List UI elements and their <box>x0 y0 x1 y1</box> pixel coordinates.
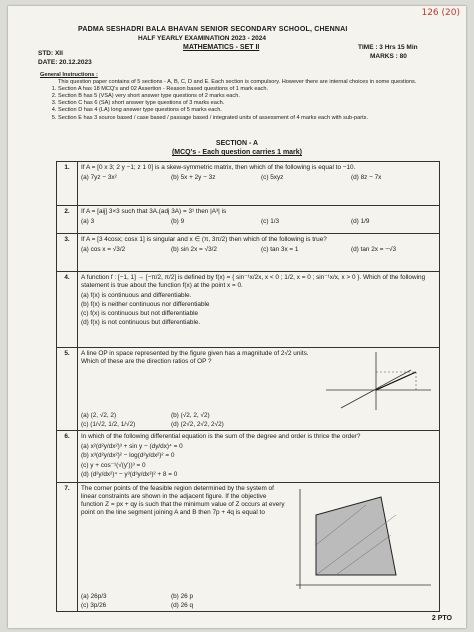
date-label: DATE: 20.12.2023 <box>38 59 92 66</box>
option: (d) f(x) is not continuous but differentiable. <box>81 319 201 326</box>
marks-label: MARKS : 80 <box>370 53 407 60</box>
question-number: 4. <box>57 272 78 348</box>
std-label: STD: XII <box>38 50 63 57</box>
section-title: SECTION - A <box>215 140 259 147</box>
option: (a) 7yz − 3x² <box>81 174 117 181</box>
option: (d) tan 2x = −√3 <box>351 246 397 253</box>
option: (a) (2, √2, 2) <box>81 412 117 419</box>
questions-table <box>56 161 440 612</box>
exam-paper <box>8 6 466 628</box>
option: (c) 3p/26 <box>81 602 107 609</box>
option: (a) x²(d²y/dx²)³ + sin y − (dy/dx)⁴ = 0 <box>81 443 183 450</box>
question-row <box>57 234 440 272</box>
option: (a) 26p/3 <box>81 593 107 600</box>
instruction-item: 1. Section A has 18 MCQ's and 02 Assertion - Reason based questions of 1 mark each. <box>58 86 440 93</box>
option: (a) f(x) is continuous and differentiable. <box>81 292 192 299</box>
option: (d) 1/9 <box>351 218 370 225</box>
option: (d) 26 q <box>171 602 194 609</box>
option: (a) 3 <box>81 218 95 225</box>
question-row <box>57 431 440 483</box>
option: (b) 9 <box>171 218 185 225</box>
option: (a) cos x = √3/2 <box>81 246 126 253</box>
option: (c) (1/√2, 1/2, 1/√2) <box>81 421 136 428</box>
instructions-list <box>40 86 440 121</box>
question-number: 6. <box>57 431 78 483</box>
option: (b) (√2, 2, √2) <box>171 412 210 419</box>
option: (d) (d²y/dx²)⁴ − y³(d³y/dx³)² + 8 = 0 <box>81 471 178 478</box>
question-row <box>57 348 440 431</box>
option: (b) 26 p <box>171 593 194 600</box>
instruction-item: 2. Section B has 5 (VSA) very short answer type questions of 2 marks each. <box>58 93 440 100</box>
question-row <box>57 206 440 234</box>
option: (d) (2√2, 2√2, 2√2) <box>171 421 224 428</box>
general-instructions <box>40 72 440 122</box>
option: (b) f(x) is neither continuous nor differentiable <box>81 301 210 308</box>
instruction-item: 5. Section E has 3 source based / case based / passage based / integrated units of assessment of 4 marks each with sub-parts. <box>58 115 440 122</box>
question-row <box>57 162 440 206</box>
question-number: 2. <box>57 206 78 234</box>
corner-mark: 126 (20) <box>421 8 460 18</box>
question-row <box>57 272 440 348</box>
line-op-figure <box>316 350 436 412</box>
school-name: PADMA SESHADRI BALA BHAVAN SENIOR SECONDARY SCHOOL, CHENNAI <box>78 26 348 33</box>
instruction-item: 4. Section D has 4 (LA) long answer type questions of 5 marks each. <box>58 107 440 114</box>
option: (c) f(x) is continuous but not differentiable <box>81 310 199 317</box>
subject-title: MATHEMATICS - SET II <box>183 44 260 51</box>
question-number: 3. <box>57 234 78 272</box>
option: (b) x³(d²y/dx²)² − log(d²y/dx²)² = 0 <box>81 452 175 459</box>
question-text: A line OP in space represented by the figure given has a magnitude of 2√2 units. Which of these are the direction ratios of OP ? <box>81 350 309 365</box>
question-number: 7. <box>57 483 78 612</box>
option: (c) 5xyz <box>261 174 284 181</box>
time-label: TIME : 3 Hrs 15 Min <box>358 44 418 51</box>
question-text: If A = [3 4cosx; cosx 1] is singular and x ∈ (π, 3π/2) then which of the following is true? <box>81 236 327 243</box>
option: (c) 1/3 <box>261 218 280 225</box>
question-text: If A = [aij] 3×3 such that 3A.(adj 3A) = 3¹ then |A³| is <box>81 208 227 215</box>
option: (b) 5x + 2y − 3z <box>171 174 216 181</box>
question-text: A function f : [−1, 1] → [−π/2, π/2] is defined by f(x) = { sin⁻¹x/2x, x < 0 ; 1/2, x = 0 ; sin⁻¹x/x, x > 0 }. Which of the following statement is true about the function f(x) at the point x = 0. <box>81 274 426 289</box>
exam-title: HALF YEARLY EXAMINATION 2023 - 2024 <box>138 35 266 42</box>
question-text: The corner points of the feasible region determined by the system of linear constraints are shown in the adjacent figure. If the objective function Z = px + qy is such that the minimum value of Z occurs at every point on the line segment joining A and B then 7p + 4q is equal to <box>81 485 285 516</box>
section-subtitle: (MCQ's - Each question carries 1 mark) <box>171 149 303 156</box>
option: (c) tan 3x = 1 <box>261 246 299 253</box>
question-text: In which of the following differential equation is the sum of the degree and order is thrice the order? <box>81 433 361 440</box>
option: (d) 8z − 7x <box>351 174 382 181</box>
instructions-heading: General Instructions : <box>40 72 98 78</box>
option: (b) sin 2x = √3/2 <box>171 246 217 253</box>
question-row <box>57 483 440 612</box>
question-number: 5. <box>57 348 78 431</box>
instruction-item: 3. Section C has 6 (SA) short answer type questions of 3 marks each. <box>58 100 440 107</box>
page-footer: 2 PTO <box>431 615 452 622</box>
option: (c) y + cos⁻¹(√(y'))³ = 0 <box>81 462 146 469</box>
instructions-intro: This question paper contains of 5 sections - A, B, C, D and E. Each section is compulsory. However there are internal choices in some questions. <box>58 79 417 86</box>
feasible-region-figure <box>286 485 436 593</box>
question-number: 1. <box>57 162 78 206</box>
question-text: If A = [0 x 3; 2 y −1; z 1 0] is a skew-symmetric matrix, then which of the following is equal to −10. <box>81 164 356 171</box>
